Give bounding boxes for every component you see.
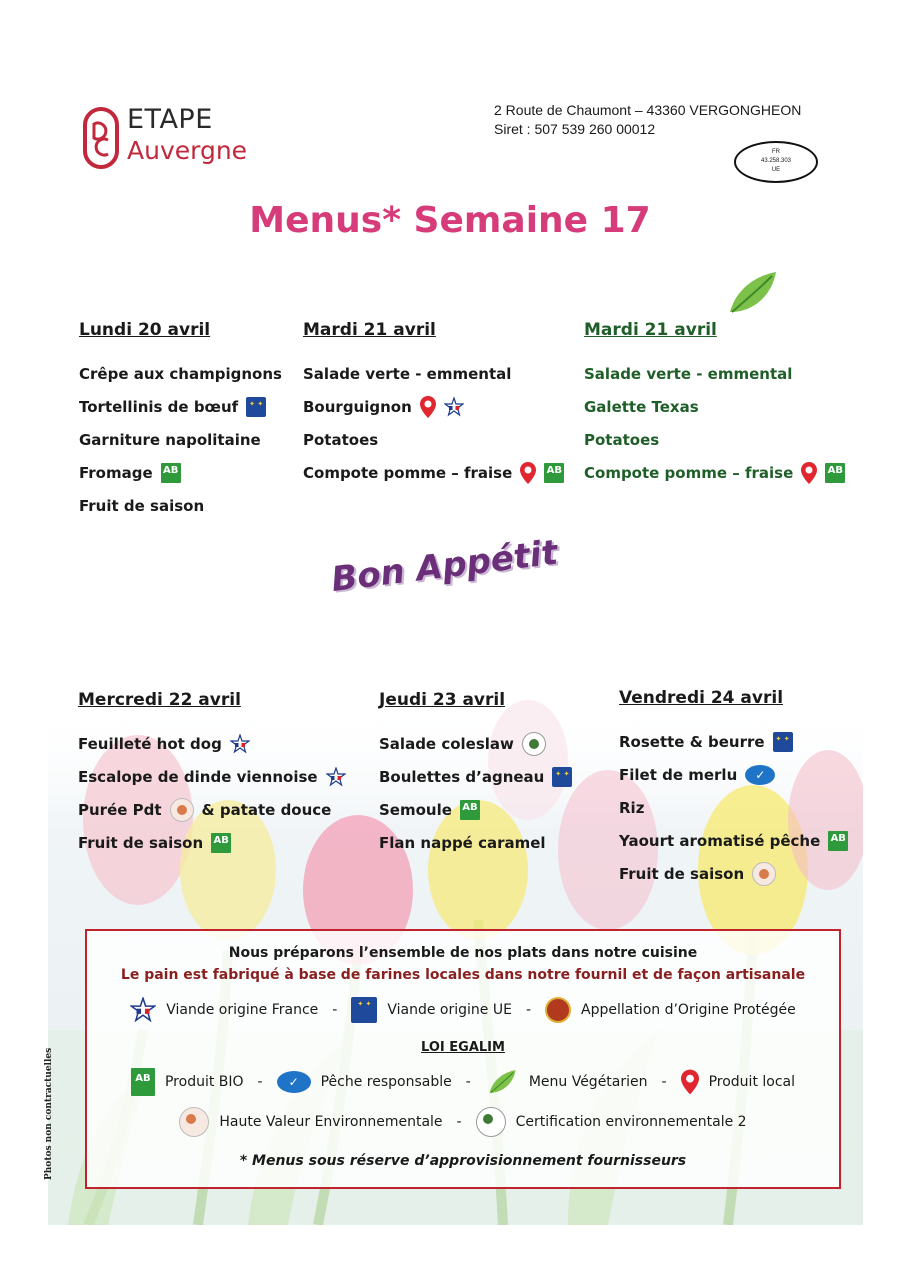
menu-item-label: Salade verte - emmental [584, 364, 793, 383]
ab-bio-icon: AB [828, 831, 848, 851]
day-title: Mercredi 22 avril [78, 690, 241, 710]
viande-france-icon [444, 397, 464, 417]
ab-bio-icon: AB [161, 463, 181, 483]
legend-ue: Viande origine UE [387, 1002, 512, 1018]
menu-item-label: Salade verte - emmental [303, 364, 512, 383]
menu-item [379, 826, 572, 859]
menu-item [584, 423, 845, 456]
menu-item [584, 456, 845, 489]
stamp-line: UE [771, 167, 781, 173]
msc-fish-icon: ✓ [745, 765, 775, 785]
legend-sep: - [332, 1002, 338, 1018]
menu-item [79, 456, 282, 489]
ab-bio-icon: AB [460, 800, 480, 820]
day-tuesday [303, 318, 564, 489]
legend-line-1: Nous préparons l’ensemble de nos plats dans notre cuisine [228, 945, 698, 961]
menu-item-label: Salade coleslaw [379, 734, 514, 753]
menu-item [379, 760, 572, 793]
menu-item-label: Purée Pdt [78, 800, 162, 819]
day-friday [619, 686, 848, 890]
legend-sep: - [456, 1114, 462, 1130]
logo-auvergne: Auvergne [127, 136, 248, 165]
menu-item [79, 423, 282, 456]
eu-flag-icon [552, 767, 572, 787]
ab-bio-icon: AB [211, 833, 231, 853]
legend-row-env [87, 1107, 839, 1137]
menu-item [79, 357, 282, 390]
vegetarian-leaf-icon [726, 270, 778, 316]
menu-item-label: Garniture napolitaine [79, 430, 261, 449]
legend-vege: Menu Végétarien [528, 1074, 648, 1090]
viande-france-icon [130, 997, 156, 1023]
menu-item [619, 725, 848, 758]
menu-item [78, 727, 346, 760]
menu-item-label: Fruit de saison [78, 833, 204, 852]
menu-item-label: Fruit de saison [79, 496, 205, 515]
menu-item-label: Riz [619, 798, 645, 817]
menu-item [303, 390, 564, 423]
legend-ce2: Certification environnementale 2 [515, 1114, 747, 1130]
menu-item [584, 357, 845, 390]
hve-icon [170, 798, 194, 822]
stamp-line: FR [772, 149, 780, 155]
menu-item-label: Semoule [379, 800, 452, 819]
menu-item [619, 824, 848, 857]
menu-item-label: Escalope de dinde viennoise [78, 767, 318, 786]
local-pin-icon [681, 1069, 699, 1095]
hve-icon [179, 1107, 209, 1137]
local-pin-icon [420, 396, 436, 418]
menu-item [303, 456, 564, 489]
legend-sep: - [257, 1074, 263, 1090]
side-note: Photos non contractuelles [44, 1047, 54, 1180]
stamp-line: 43.258.303 [760, 158, 792, 164]
legend-note: * Menus sous réserve d’approvisionnement fournisseurs [239, 1153, 687, 1169]
menu-item-label: Compote pomme – fraise [584, 463, 794, 482]
menu-item [303, 423, 564, 456]
siret: Siret : 507 539 260 00012 [494, 121, 656, 137]
ab-bio-icon: AB [825, 463, 845, 483]
vegetarian-leaf-icon [485, 1069, 519, 1095]
menu-item [78, 760, 346, 793]
day-thursday [379, 688, 572, 859]
menu-item [379, 793, 572, 826]
eu-flag-icon [246, 397, 266, 417]
menu-item [303, 357, 564, 390]
menu-item-label: Filet de merlu [619, 765, 738, 784]
menu-item-label: Fruit de saison [619, 864, 745, 883]
eu-flag-icon [773, 732, 793, 752]
health-stamp [734, 141, 818, 183]
menu-item-suffix: & patate douce [201, 800, 332, 819]
logo-etape: ETAPE [127, 104, 213, 135]
menu-item-label: Bourguignon [303, 397, 412, 416]
day-title: Jeudi 23 avril [379, 690, 506, 710]
menu-item-label: Tortellinis de bœuf [79, 397, 239, 416]
ab-bio-icon: AB [131, 1068, 155, 1096]
day-tuesday-vegetarian [584, 318, 845, 489]
day-title: Vendredi 24 avril [619, 688, 784, 708]
menu-item [78, 793, 346, 826]
legend-sep: - [465, 1074, 471, 1090]
day-wednesday [78, 688, 346, 859]
menu-item-label: Fromage [79, 463, 153, 482]
menu-item-label: Potatoes [303, 430, 379, 449]
menu-item-label: Rosette & beurre [619, 732, 765, 751]
msc-fish-icon: ✓ [277, 1071, 311, 1093]
legend-row-origin [87, 997, 839, 1023]
legend-box [85, 929, 841, 1189]
legend-note-wrap [87, 1153, 839, 1169]
day-title: Mardi 21 avril [303, 320, 436, 340]
day-monday [79, 318, 282, 522]
page-title: Menus* Semaine 17 [249, 200, 651, 241]
legend-egalim-wrap [87, 1039, 839, 1055]
legend-bio: Produit BIO [164, 1074, 244, 1090]
menu-item [619, 791, 848, 824]
legend-sep: - [661, 1074, 667, 1090]
menu-item [619, 857, 848, 890]
legend-france: Viande origine France [166, 1002, 319, 1018]
day-title: Mardi 21 avril [584, 320, 717, 340]
bon-appetit-banner: Bon Appétit [329, 532, 560, 600]
menu-item [79, 390, 282, 423]
menu-item-label: Compote pomme – fraise [303, 463, 513, 482]
local-pin-icon [801, 462, 817, 484]
legend-local: Produit local [708, 1074, 795, 1090]
local-pin-icon [520, 462, 536, 484]
legend-row-labels [87, 1068, 839, 1096]
viande-france-icon [326, 767, 346, 787]
legend-peche: Pêche responsable [320, 1074, 452, 1090]
menu-item-label: Crêpe aux champignons [79, 364, 282, 383]
legend-aop: Appellation d’Origine Protégée [581, 1002, 796, 1018]
ab-bio-icon: AB [544, 463, 564, 483]
logo-mark-icon [82, 106, 120, 170]
address: 2 Route de Chaumont – 43360 VERGONGHEON [494, 102, 802, 118]
viande-france-icon [230, 734, 250, 754]
legend-line-2: Le pain est fabriqué à base de farines locales dans notre fournil et de façon artisanale [120, 967, 806, 983]
menu-item-label: Flan nappé caramel [379, 833, 546, 852]
menu-item-label: Yaourt aromatisé pêche [619, 831, 821, 850]
menu-item-label: Galette Texas [584, 397, 699, 416]
legend-egalim: LOI EGALIM [421, 1040, 505, 1055]
aop-icon [545, 997, 571, 1023]
menu-item-label: Feuilleté hot dog [78, 734, 222, 753]
menu-item [584, 390, 845, 423]
eu-flag-icon [351, 997, 377, 1023]
menu-item [79, 489, 282, 522]
menu-item [379, 727, 572, 760]
legend-sep: - [525, 1002, 531, 1018]
day-title: Lundi 20 avril [79, 320, 211, 340]
ce2-icon [476, 1107, 506, 1137]
legend-hve: Haute Valeur Environnementale [219, 1114, 443, 1130]
ce2-icon [522, 732, 546, 756]
menu-item-label: Potatoes [584, 430, 660, 449]
menu-item-label: Boulettes d’agneau [379, 767, 545, 786]
menu-item [78, 826, 346, 859]
hve-icon [752, 862, 776, 886]
menu-item [619, 758, 848, 791]
